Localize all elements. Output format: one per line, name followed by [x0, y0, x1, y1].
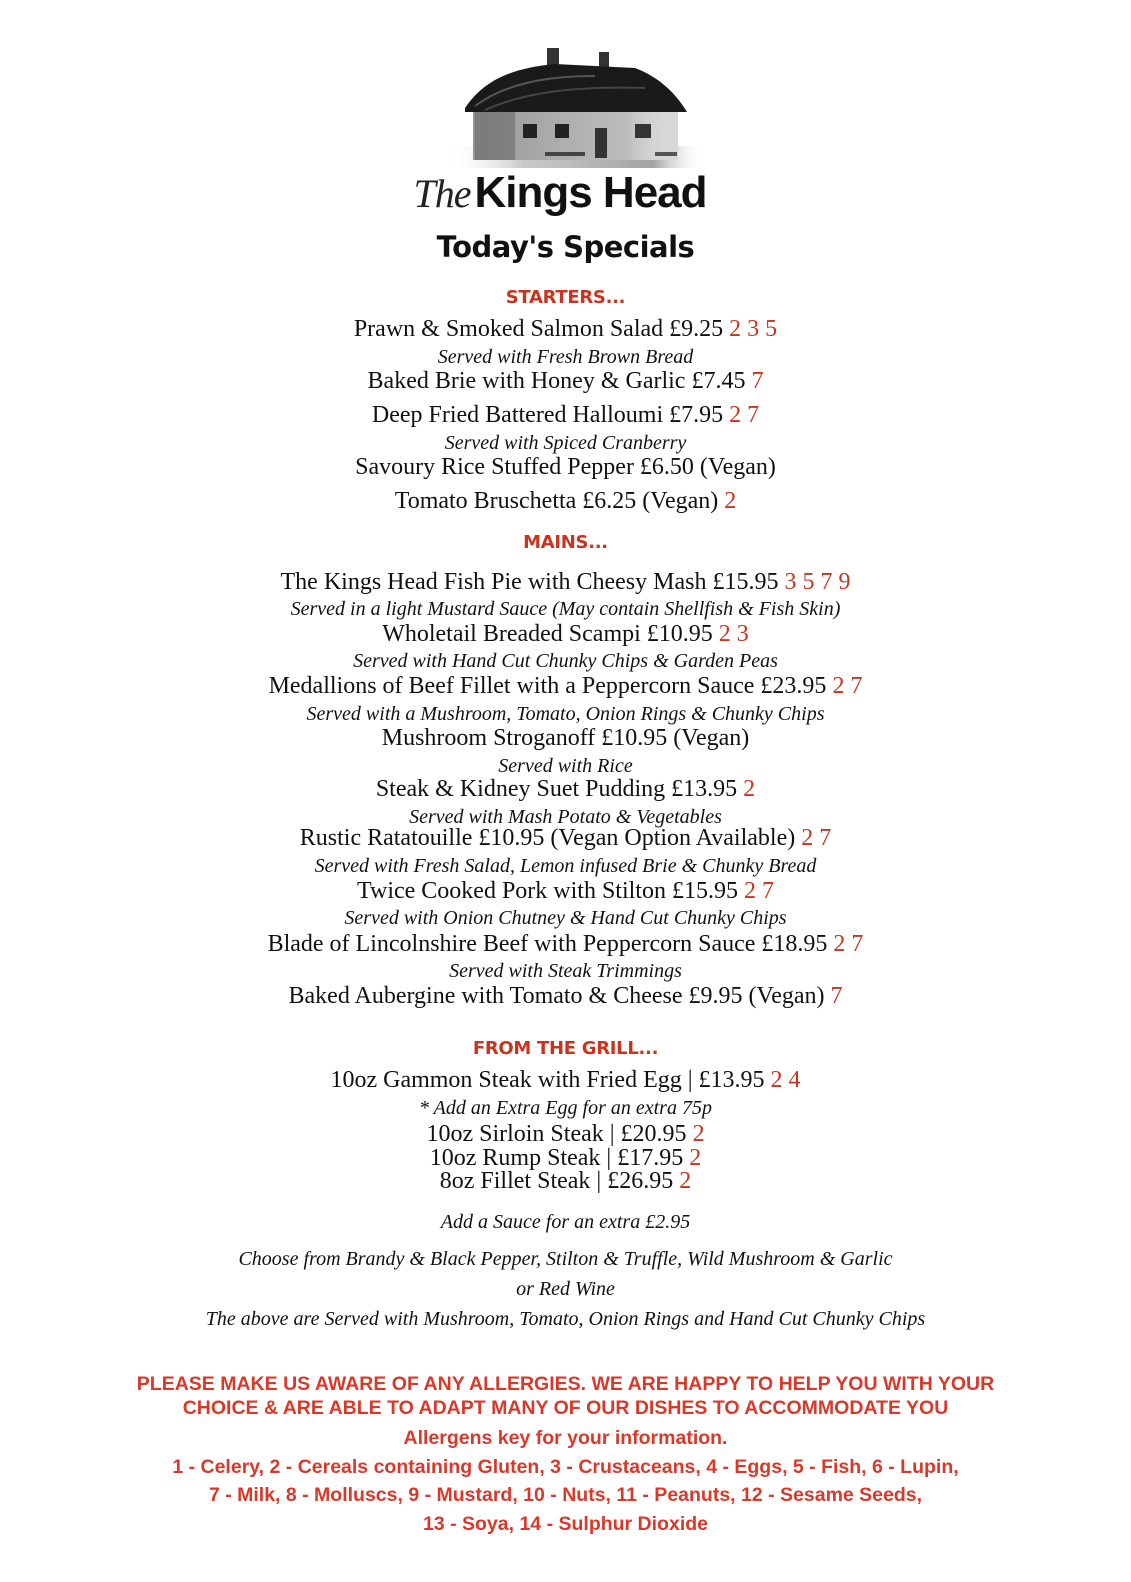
- allergy-notice-line: PLEASE MAKE US AWARE OF ANY ALLERGIES. WE ARE HAPPY TO HELP YOU WITH YOUR: [136, 1373, 995, 1395]
- allergen-codes: 2 3 5: [729, 316, 778, 342]
- allergen-codes: 2 7: [833, 931, 864, 957]
- allergen-codes: 2: [724, 488, 737, 514]
- dish-text: 10oz Rump Steak | £17.95: [429, 1145, 684, 1171]
- allergen-codes: 2 7: [729, 402, 760, 428]
- page-title: Today's Specials: [436, 230, 695, 264]
- menu-item-description: Served with Fresh Salad, Lemon infused Brie & Chunky Bread: [314, 855, 817, 877]
- allergen-codes: 2: [743, 776, 756, 802]
- dish-text: Prawn & Smoked Salmon Salad £9.25: [353, 316, 724, 342]
- allergen-codes: 2 7: [832, 673, 863, 699]
- allergen-codes: 2: [679, 1168, 692, 1194]
- menu-item: [0, 931, 1131, 958]
- menu-item: [0, 316, 1131, 343]
- dish-text: Twice Cooked Pork with Stilton £15.95: [357, 878, 738, 904]
- sauce-options: Choose from Brandy & Black Pepper, Stilton & Truffle, Wild Mushroom & Garlic: [238, 1248, 893, 1270]
- menu-item: [0, 776, 1131, 803]
- allergen-codes: 3 5 7 9: [784, 569, 851, 595]
- allergen-codes: 2: [692, 1121, 705, 1147]
- section-heading-grill: FROM THE GRILL...: [472, 1038, 659, 1059]
- menu-item: [0, 368, 1131, 395]
- menu-item: [0, 569, 1131, 596]
- brand-the: The: [413, 171, 471, 216]
- menu-item-description: Served with Rice: [498, 755, 633, 777]
- allergens-key-heading: Allergens key for your information.: [403, 1427, 728, 1449]
- menu-item: [0, 454, 1131, 481]
- menu-item: [0, 402, 1131, 429]
- menu-item: [0, 825, 1131, 852]
- dish-text: 10oz Gammon Steak with Fried Egg | £13.95: [330, 1067, 765, 1093]
- section-heading-starters: STARTERS...: [505, 287, 626, 308]
- allergens-key-line: 1 - Celery, 2 - Cereals containing Gluten, 3 - Crustaceans, 4 - Eggs, 5 - Fish, 6 - Lupin,: [172, 1456, 959, 1478]
- dish-text: Medallions of Beef Fillet with a Peppercorn Sauce £23.95: [268, 673, 827, 699]
- allergens-key-line: 7 - Milk, 8 - Molluscs, 9 - Mustard, 10 - Nuts, 11 - Peanuts, 12 - Sesame Seeds,: [208, 1484, 923, 1506]
- sauce-note: Add a Sauce for an extra £2.95: [440, 1211, 691, 1233]
- dish-text: Wholetail Breaded Scampi £10.95: [382, 621, 713, 647]
- allergen-codes: 7: [830, 983, 843, 1009]
- menu-item: [0, 725, 1131, 752]
- menu-item-description: Served with a Mushroom, Tomato, Onion Rings & Chunky Chips: [306, 703, 825, 725]
- allergen-codes: 2: [689, 1145, 702, 1171]
- menu-item: [0, 488, 1131, 515]
- menu-item: [0, 1168, 1131, 1195]
- menu-item-description: Served with Hand Cut Chunky Chips & Garden Peas: [353, 650, 778, 672]
- menu-item-description: Served with Steak Trimmings: [449, 960, 682, 982]
- sauce-options-cont: or Red Wine: [516, 1278, 615, 1300]
- menu-item-description: Served with Onion Chutney & Hand Cut Chunky Chips: [344, 907, 787, 929]
- menu-item-description: Served with Spiced Cranberry: [444, 432, 687, 454]
- dish-text: Tomato Bruschetta £6.25 (Vegan): [394, 488, 719, 514]
- menu-item-description: Served with Mash Potato & Vegetables: [409, 806, 722, 828]
- allergen-codes: 2 7: [743, 878, 774, 904]
- allergen-codes: 2 4: [770, 1067, 801, 1093]
- menu-item-description: Served with Fresh Brown Bread: [437, 346, 694, 368]
- allergy-notice-line: CHOICE & ARE ABLE TO ADAPT MANY OF OUR DISHES TO ACCOMMODATE YOU: [182, 1397, 949, 1419]
- menu-item: [0, 878, 1131, 905]
- dish-text: Mushroom Stroganoff £10.95 (Vegan): [381, 725, 750, 751]
- dish-text: 8oz Fillet Steak | £26.95: [439, 1168, 674, 1194]
- dish-text: Rustic Ratatouille £10.95 (Vegan Option Available): [299, 825, 796, 851]
- menu-item: [0, 621, 1131, 648]
- allergen-codes: 7: [751, 368, 764, 394]
- dish-text: Savoury Rice Stuffed Pepper £6.50 (Vegan): [355, 454, 776, 480]
- menu-item: [0, 983, 1131, 1010]
- dish-text: The Kings Head Fish Pie with Cheesy Mash £15.95: [280, 569, 779, 595]
- dish-text: Deep Fried Battered Halloumi £7.95: [371, 402, 724, 428]
- menu-item-description: * Add an Extra Egg for an extra 75p: [419, 1097, 712, 1119]
- grill-served-note: The above are Served with Mushroom, Tomato, Onion Rings and Hand Cut Chunky Chips: [205, 1308, 926, 1330]
- dish-text: Blade of Lincolnshire Beef with Peppercorn Sauce £18.95: [267, 931, 828, 957]
- menu-item-description: Served in a light Mustard Sauce (May contain Shellfish & Fish Skin): [290, 598, 841, 620]
- allergens-key-line: 13 - Soya, 14 - Sulphur Dioxide: [423, 1513, 708, 1535]
- dish-text: Baked Aubergine with Tomato & Cheese £9.95 (Vegan): [288, 983, 825, 1009]
- menu-item: [0, 1121, 1131, 1148]
- brand-name: Kings Head: [474, 168, 707, 217]
- section-heading-mains: MAINS...: [523, 532, 608, 553]
- dish-text: Steak & Kidney Suet Pudding £13.95: [375, 776, 738, 802]
- dish-text: Baked Brie with Honey & Garlic £7.45: [367, 368, 746, 394]
- allergen-codes: 2 3: [718, 621, 749, 647]
- brand-logo-text: [395, 168, 725, 224]
- dish-text: 10oz Sirloin Steak | £20.95: [426, 1121, 687, 1147]
- allergen-codes: 2 7: [801, 825, 832, 851]
- menu-item: [0, 673, 1131, 700]
- menu-item: [0, 1067, 1131, 1094]
